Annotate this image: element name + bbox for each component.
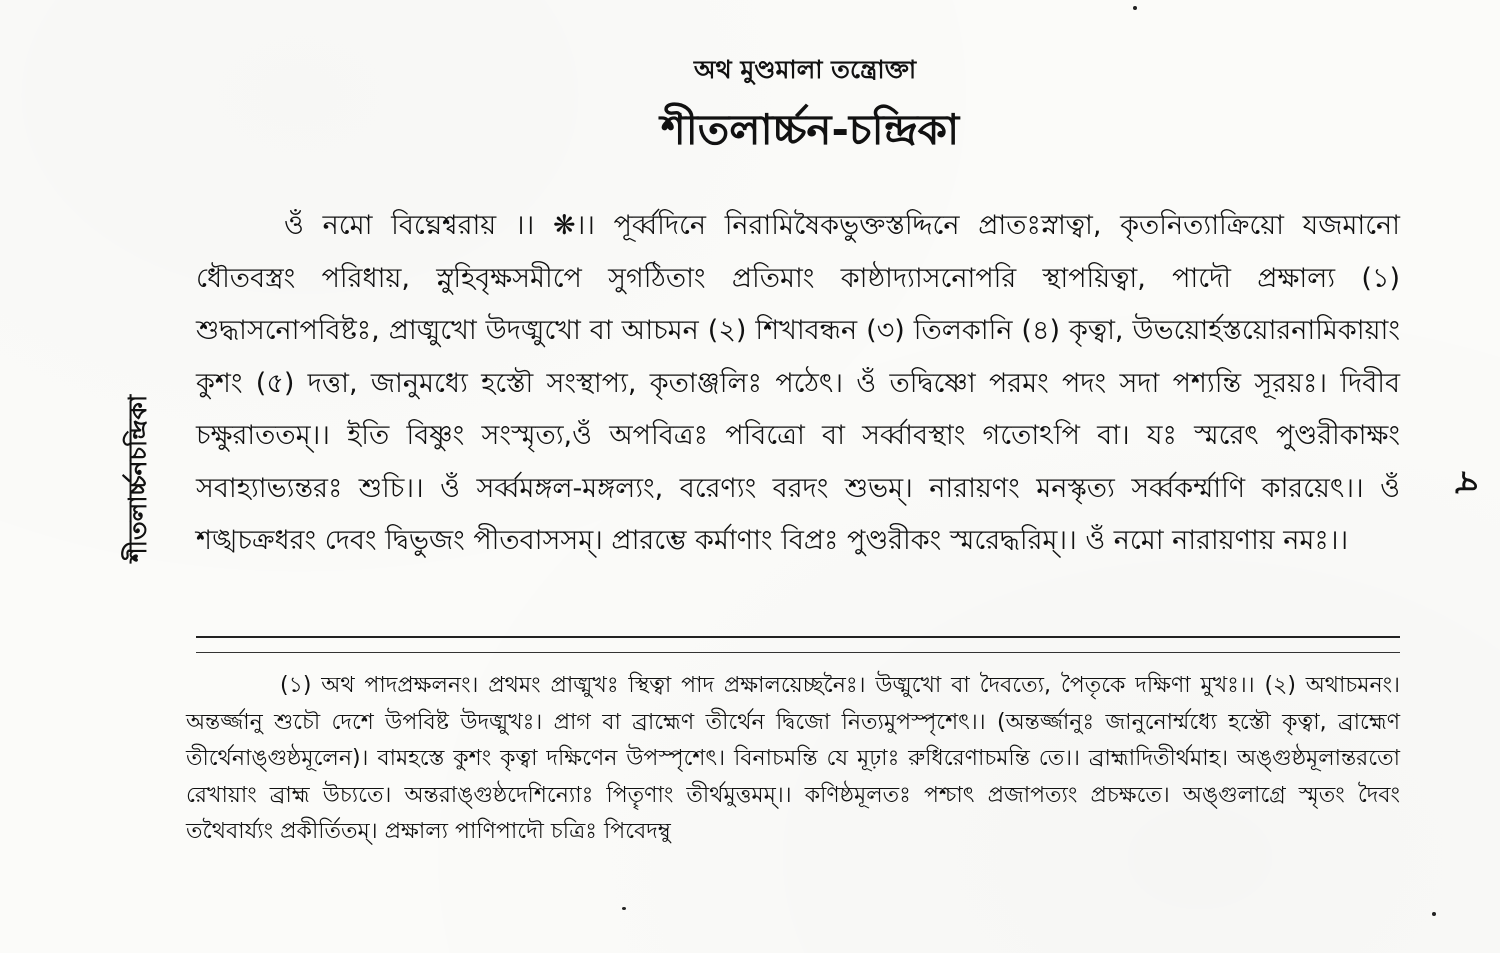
page-number-text: ৮ (1446, 470, 1487, 494)
running-title: শীতলার্চ্চনচন্দ্রিকা (123, 394, 153, 562)
running-title-margin (110, 348, 170, 608)
footnotes-block (186, 668, 1400, 851)
footnote-paragraph: (১) অথ পাদপ্রক্ষলনং। প্রথমং প্রাঙ্মুখঃ স্থিত্বা পাদ প্রক্ষালয়েচ্ছনৈঃ। উঙ্মুখো বা দৈবত্যে, পৈতৃকে দক্ষিণা মুখঃ।। (২) অথাচমনং। অন্তর্জ্জানু শুচৌ দেশে উপবিষ্ট উদঙ্মুখঃ। প্রাগ বা ব্রাহ্মেণ তীর্থেন দ্বিজো নিত্যমুপস্পৃশেৎ।। (অন্তর্জ্জানুঃ জানুনোর্ম্মধ্যে হস্তৌ কৃত্বা, ব্রাহ্মেণ তীর্থেনাঙ্গুষ্ঠমূলেন)। বামহস্তে কুশং কৃত্বা দক্ষিণেন উপস্পৃশেৎ। বিনাচমন্তি যে মূঢ়াঃ রুধিরেণাচমন্তি তে।। ব্রাহ্মাদিতীর্থমাহ। অঙ্গুষ্ঠমূলান্তরতো রেখায়াং ব্রাহ্ম উচ্যতে। অন্তরাঙ্গুষ্ঠদেশিন্যোঃ পিতৄণাং তীর্থমুত্তমম্।। কণিষ্ঠমূলতঃ পশ্চাৎ প্রজাপত্যং প্রচক্ষতে। অঙ্গুলাগ্রে স্মৃতং দৈবং তথৈবার্য্যং প্রকীর্তিতম্। প্রক্ষাল্য পাণিপাদৌ চত্রিঃ পিবেদম্বু (186, 673, 1400, 844)
print-speck (1133, 6, 1137, 10)
page-title: শীতলার্চ্চন-চন্দ্রিকা (660, 105, 960, 154)
page-subtitle: অথ মুণ্ডমালা তন্ত্রোক্তা (693, 55, 917, 84)
main-text-block (196, 200, 1400, 568)
main-paragraph: ওঁ নমো বিঘ্নেশ্বরায় ।। ❋।। পূর্ব্বদিনে নিরামিষৈকভুক্তস্তদ্দিনে প্রাতঃস্নাত্বা, কৃতনিত্যাক্রিয়ো যজমানো ধৌতবস্ত্রং পরিধায়, স্নুহিবৃক্ষসমীপে সুগঠিতাং প্রতিমাং কাষ্ঠাদ্যাসনোপরি স্থাপয়িত্বা, পাদৌ প্রক্ষাল্য (১) শুদ্ধাসনোপবিষ্টঃ, প্রাঙ্মুখো উদঙ্মুখো বা আচমন (২) শিখাবন্ধন (৩) তিলকানি (৪) কৃত্বা, উভয়োর্হস্তয়োরনামিকায়াং কুশং (৫) দত্তা, জানুমধ্যে হস্তৌ সংস্থাপ্য, কৃতাঞ্জলিঃ পঠেৎ। ওঁ তদ্বিষ্ণো পরমং পদং সদা পশ্যন্তি সূরয়ঃ। দিবীব চক্ষুরাততম্।। ইতি বিষ্ণুং সংস্মৃত্য,ওঁ অপবিত্রঃ পবিত্রো বা সর্ব্বাবস্থাং গতোঽপি বা। যঃ স্মরেৎ পুণ্ডরীকাক্ষং সবাহ্যাভ্যন্তরঃ শুচি।। ওঁ সর্ব্বমঙ্গল-মঙ্গল্যং, বরেণ্যং বরদং শুভম্। নারায়ণং মনস্কৃত্য সর্ব্বকর্ম্মাণি কারয়েৎ।। ওঁ শঙ্খচক্রধরং দেবং দ্বিভুজং পীতবাসসম্। প্রারম্ভে কর্মাণাং বিপ্রঃ পুণ্ডরীকং স্মরেদ্ধরিম্।। ওঁ নমো নারায়ণায় নমঃ।। (196, 210, 1400, 556)
footnote-divider-thick (196, 636, 1400, 638)
print-speck (622, 907, 626, 910)
footnote-divider-thin (196, 652, 1400, 653)
page-number (1447, 452, 1491, 512)
print-speck (1432, 912, 1436, 916)
